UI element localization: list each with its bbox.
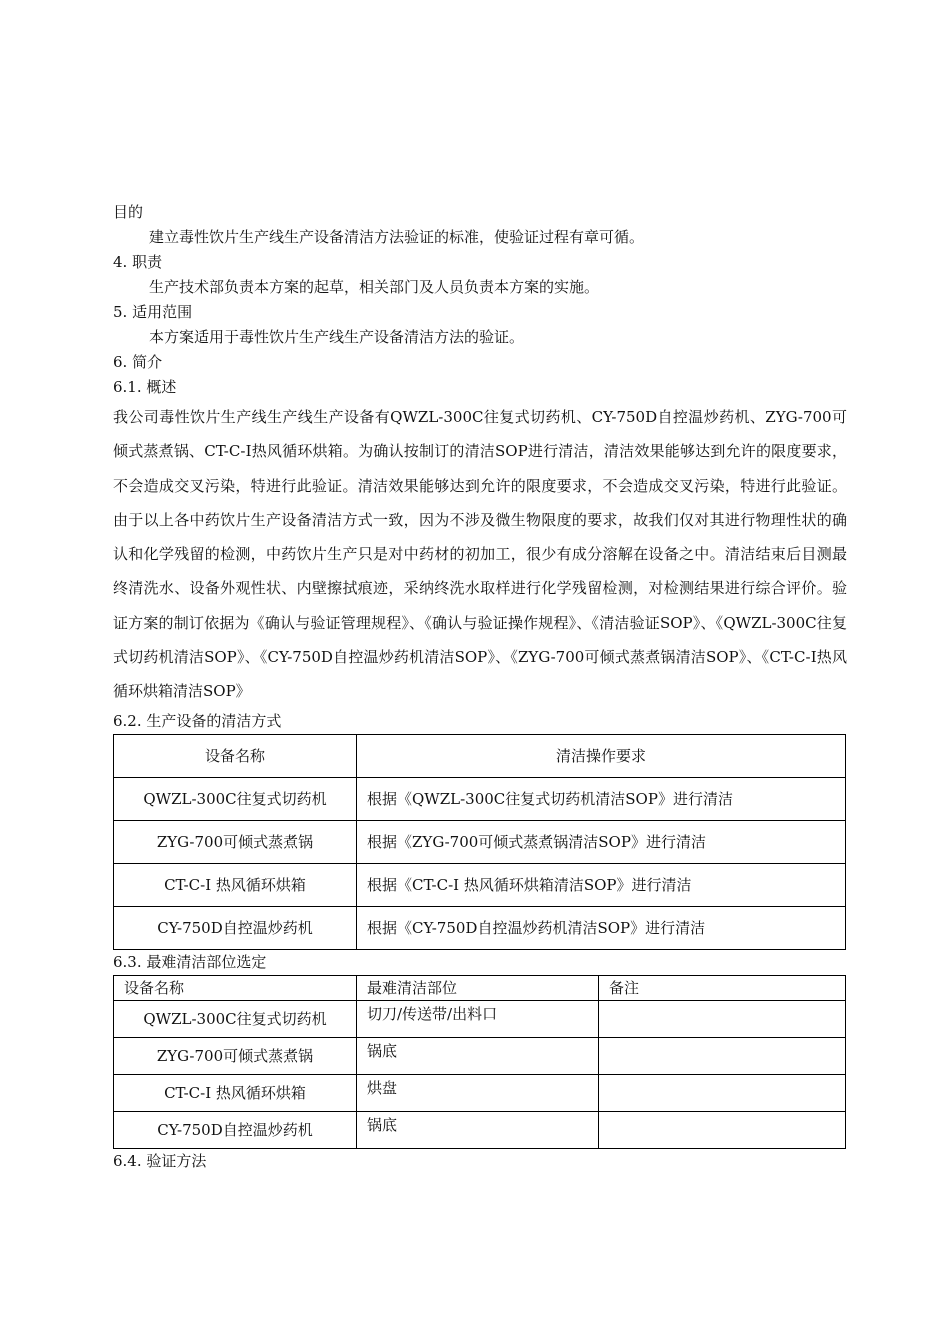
table-header-cell: 备注 <box>599 975 846 1000</box>
table-cell: 根据《QWZL-300C往复式切药机清洁SOP》进行清洁 <box>357 777 846 820</box>
table-row <box>114 777 846 820</box>
table-row <box>114 906 846 949</box>
table-cell <box>599 1037 846 1074</box>
table-header-cell: 清洁操作要求 <box>357 734 846 777</box>
table-cell: CY-750D自控温炒药机 <box>114 1111 357 1148</box>
table-cell <box>599 1074 846 1111</box>
table-cell: CY-750D自控温炒药机 <box>114 906 357 949</box>
duty-text: 生产技术部负责本方案的起草，相关部门及人员负责本方案的实施。 <box>149 278 600 296</box>
table-cell: 锅底 <box>357 1111 599 1148</box>
table-cell: 切刀/传送带/出料口 <box>357 1000 599 1037</box>
table-cell: ZYG-700可倾式蒸煮锅 <box>114 1037 357 1074</box>
table-row <box>114 863 846 906</box>
table-cell: QWZL-300C往复式切药机 <box>114 777 357 820</box>
hardest-heading: 6.3. 最难清洁部位选定 <box>113 952 267 971</box>
method-heading: 6.4. 验证方法 <box>113 1151 207 1170</box>
intro-heading: 6. 简介 <box>113 353 163 371</box>
table-row <box>114 1074 846 1111</box>
table-row <box>114 1000 846 1037</box>
table-cell <box>599 1000 846 1037</box>
table-cell: 根据《CT-C-Ⅰ 热风循环烘箱清洁SOP》进行清洁 <box>357 863 846 906</box>
overview-paragraph: 我公司毒性饮片生产线生产线生产设备有QWZL-300C往复式切药机、CY-750D自控温炒药机、ZYG-700可倾式蒸煮锅、CT-C-Ⅰ热风循环烘箱。为确认按制订的清洁SOP进行清洁，清洁效果能够达到允许的限度要求，不会造成交叉污染，特进行此验证。清洁效果能够达到允许的限度要求，不会造成交叉污染，特进行此验证。由于以上各中药饮片生产设备清洁方式一致，因为不涉及微生物限度的要求，故我们仅对其进行物理性状的确认和化学残留的检测，中药饮片生产只是对中药材的初加工，很少有成分溶解在设备之中。清洁结束后目测最终清洗水、设备外观性状、内壁擦拭痕迹，采纳终洗水取样进行化学残留检测，对检测结果进行综合评价。验证方案的制订依据为《确认与验证管理规程》、《确认与验证操作规程》、《清洁验证SOP》、《QWZL-300C往复式切药机清洁SOP》、《CY-750D自控温炒药机清洁SOP》、《ZYG-700可倾式蒸煮锅清洁SOP》、《CT-C-Ⅰ热风循环烘箱清洁SOP》 <box>113 408 847 701</box>
table-header-row <box>114 734 846 777</box>
duty-heading: 4. 职责 <box>113 253 163 271</box>
table-cell: 烘盘 <box>357 1074 599 1111</box>
table-cell: 根据《ZYG-700可倾式蒸煮锅清洁SOP》进行清洁 <box>357 820 846 863</box>
table-header-row <box>114 975 846 1000</box>
cleaning-heading: 6.2. 生产设备的清洁方式 <box>113 711 282 730</box>
table-cell: 锅底 <box>357 1037 599 1074</box>
table-header-cell: 最难清洁部位 <box>357 975 599 1000</box>
table-row <box>114 1111 846 1148</box>
hardest-table <box>113 975 846 1149</box>
purpose-heading: 目的 <box>113 203 144 221</box>
table-header-cell: 设备名称 <box>114 734 357 777</box>
purpose-text: 建立毒性饮片生产线生产设备清洁方法验证的标准，使验证过程有章可循。 <box>149 228 645 246</box>
table-header-cell: 设备名称 <box>114 975 357 1000</box>
table-cell: QWZL-300C往复式切药机 <box>114 1000 357 1037</box>
table-cell: CT-C-Ⅰ 热风循环烘箱 <box>114 1074 357 1111</box>
table-cell: ZYG-700可倾式蒸煮锅 <box>114 820 357 863</box>
scope-heading: 5. 适用范围 <box>113 303 193 321</box>
scope-text: 本方案适用于毒性饮片生产线生产设备清洁方法的验证。 <box>149 328 525 346</box>
table-row <box>114 1037 846 1074</box>
table-row <box>114 820 846 863</box>
cleaning-table <box>113 734 846 950</box>
table-cell <box>599 1111 846 1148</box>
table-cell: CT-C-Ⅰ 热风循环烘箱 <box>114 863 357 906</box>
table-cell: 根据《CY-750D自控温炒药机清洁SOP》进行清洁 <box>357 906 846 949</box>
document-page <box>113 200 847 1174</box>
overview-heading: 6.1. 概述 <box>113 378 177 396</box>
